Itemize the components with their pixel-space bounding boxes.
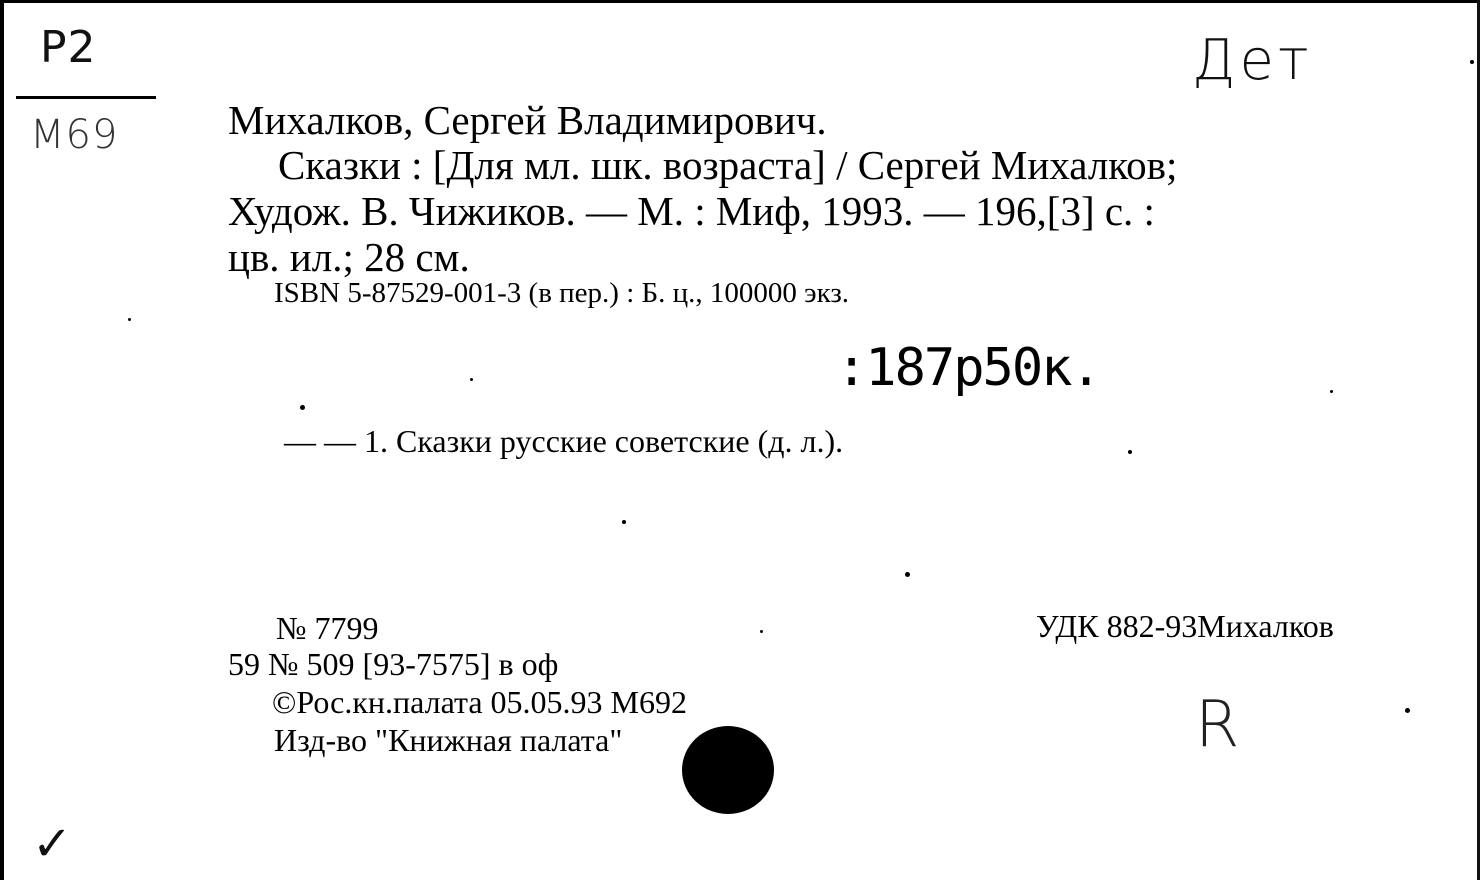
description-line-2: Худож. В. Чижиков. — М. : Миф, 1993. — 196,[3] с. : (228, 188, 1155, 234)
card-left-edge (0, 0, 4, 880)
speckle (1330, 390, 1333, 393)
shelf-mark-divider (16, 96, 156, 99)
speckle (1128, 450, 1132, 454)
subject-heading: — — 1. Сказки русские советские (д. л.). (284, 423, 844, 459)
speckle (760, 630, 763, 633)
speckle (1405, 708, 1410, 713)
card-top-edge (0, 0, 1480, 3)
copyright-line: ©Рос.кн.палата 05.05.93 М692 (272, 684, 687, 720)
card-heading-author: Михалков, Сергей Владимирович. (228, 97, 827, 143)
department-mark: Дет (1192, 28, 1313, 93)
publisher-line: Изд-во "Книжная палата" (274, 722, 623, 758)
speckle (1470, 60, 1474, 64)
price-stamp: :187р50к. (836, 338, 1100, 398)
handwritten-mark: R (1195, 688, 1240, 762)
shelf-mark-top: Р2 (40, 22, 97, 73)
speckle (622, 520, 626, 524)
order-line: 59 № 509 [93-7575] в оф (228, 646, 559, 682)
speckle (128, 318, 131, 321)
shelf-mark-bottom: М69 (30, 112, 119, 158)
check-mark-icon: ✓ (32, 816, 73, 872)
description-line-3: цв. ил.; 28 см. (228, 234, 470, 280)
speckle (905, 572, 910, 577)
punched-hole (682, 726, 774, 814)
isbn-line: ISBN 5-87529-001-3 (в пер.) : Б. ц., 100000 экз. (274, 277, 850, 309)
speckle (300, 405, 305, 410)
udk-classification: УДК 882-93Михалков (1036, 608, 1334, 644)
speckle (470, 378, 473, 381)
description-line-1: Сказки : [Для мл. шк. возраста] / Сергей Михалков; (278, 142, 1178, 188)
record-number: № 7799 (276, 610, 379, 646)
